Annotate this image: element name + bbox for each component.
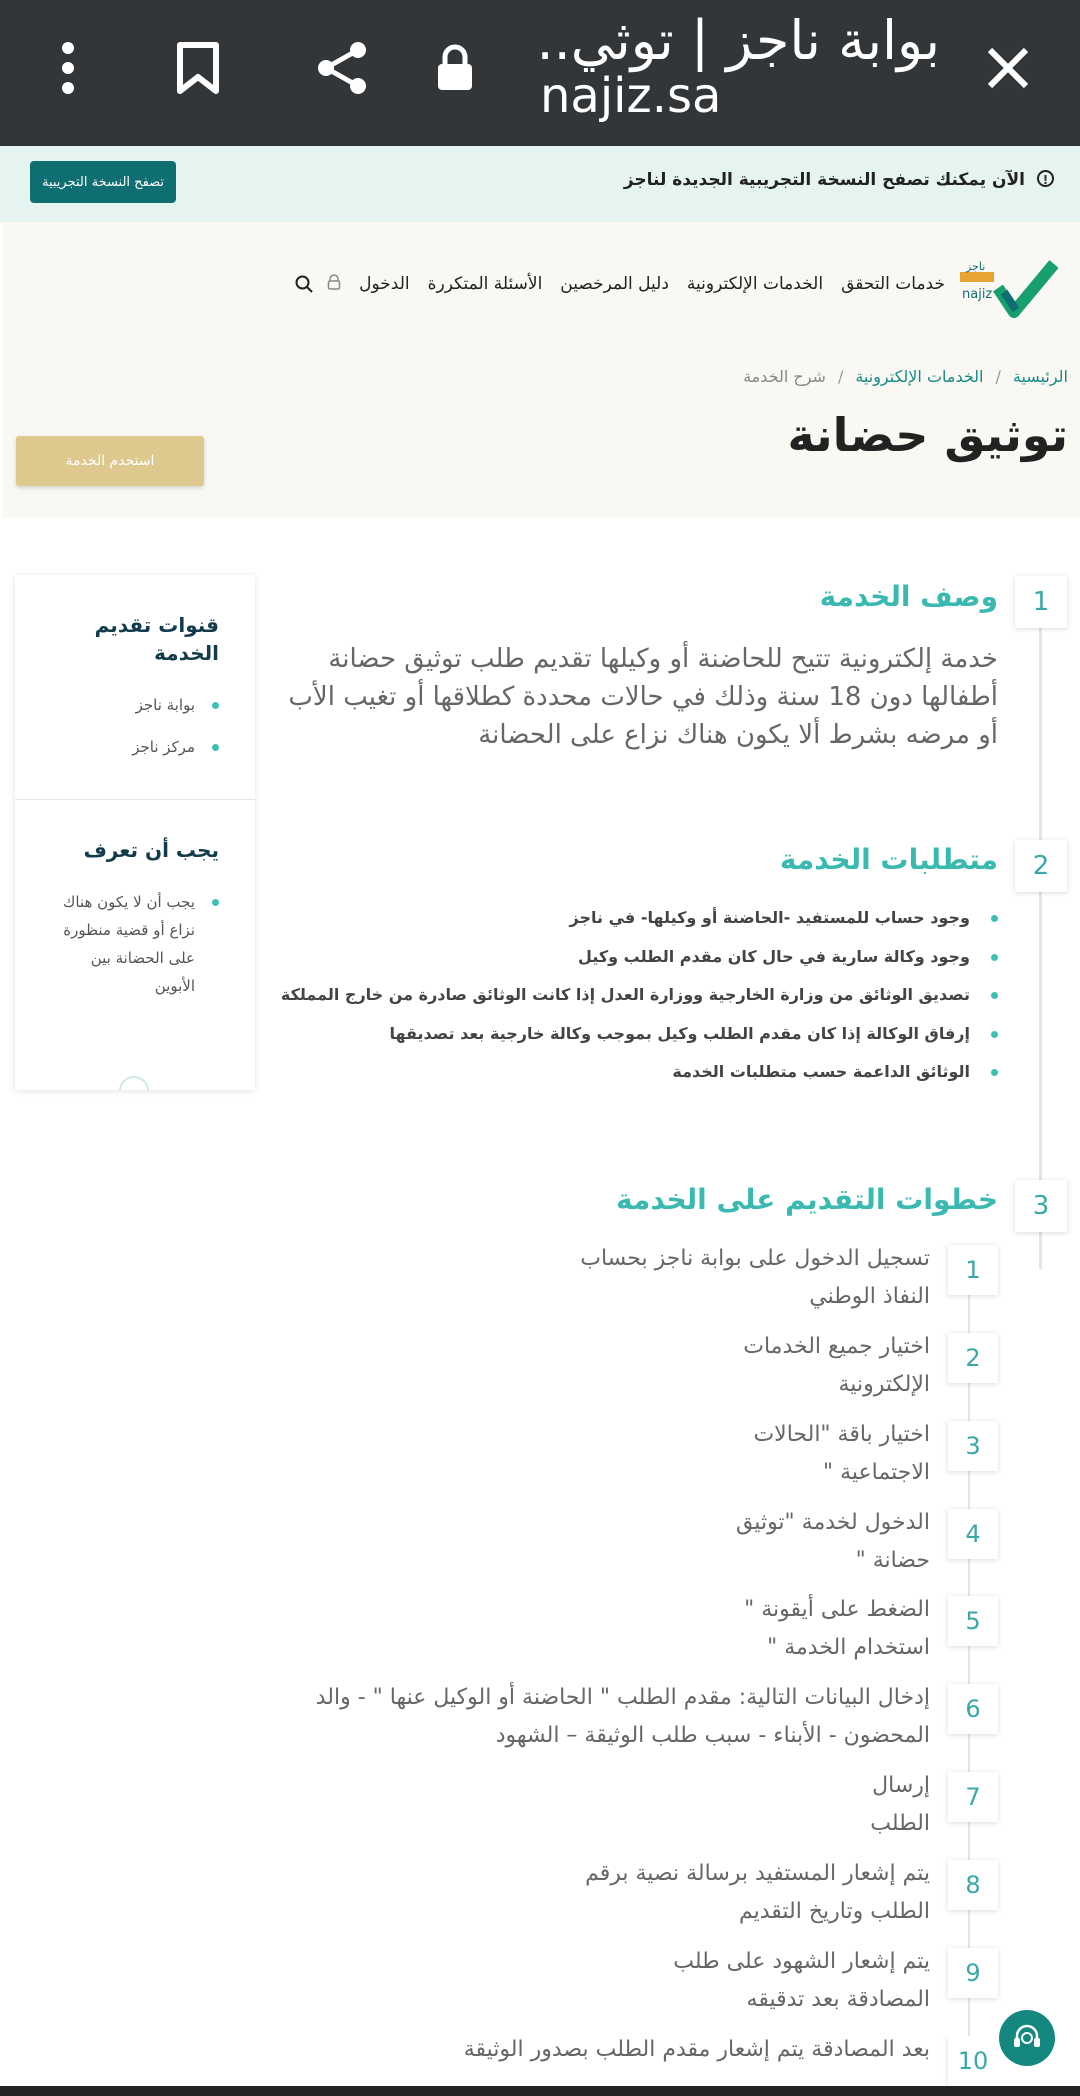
bottom-edge: [0, 2086, 1080, 2096]
service-channels-panel: [15, 575, 255, 799]
close-icon[interactable]: [968, 28, 1048, 108]
section-number: 1: [1015, 576, 1067, 628]
url-text[interactable]: najiz.sa: [540, 68, 722, 124]
requirement-item: تصديق الوثائق من وزارة الخارجية ووزارة العدل إذا كانت الوثائق صادرة من خارج المملكة: [298, 981, 998, 1020]
step-text-line: حضانة ": [855, 1548, 930, 1573]
step-text-line: اختيار باقة "الحالات: [753, 1422, 930, 1447]
should-know-item: يجب أن لا يكون هناك نزاع أو قضية منظورة على الحضانة بين الأبوين: [55, 888, 219, 1000]
step-item: [258, 1245, 998, 1333]
try-beta-button[interactable]: تصفح النسخة التجريبية: [30, 161, 176, 203]
step-text: [753, 1416, 930, 1492]
requirements-list: [280, 904, 998, 1097]
step-item: [258, 1684, 998, 1772]
step-item: [258, 2036, 998, 2086]
timeline-line: [1039, 601, 1042, 1269]
breadcrumb-home[interactable]: الرئيسية: [1012, 367, 1068, 386]
step-text-line: يتم إشعار المستفيد برسالة نصية برقم: [585, 1861, 930, 1886]
requirement-item: الوثائق الداعمة حسب متطلبات الخدمة: [298, 1058, 998, 1097]
step-item: [258, 1333, 998, 1421]
page-title: توثيق حضانة: [787, 408, 1068, 462]
step-number: 7: [948, 1772, 998, 1822]
step-text: [316, 1679, 930, 1755]
bookmark-icon[interactable]: [158, 28, 238, 108]
step-text-line: الدخول لخدمة "توثيق: [735, 1510, 930, 1535]
step-text: [464, 2036, 930, 2069]
step-text-line: المحضون - الأبناء - سبب طلب الوثيقة – الشهود: [495, 1723, 930, 1748]
breadcrumb-current: شرح الخدمة: [743, 367, 826, 386]
step-text-line: استخدام الخدمة ": [767, 1635, 930, 1660]
loading-spinner-icon: [119, 1076, 149, 1090]
channel-item: بوابة ناجز: [35, 691, 219, 719]
step-text: [744, 1591, 930, 1667]
svg-text:najiz: najiz: [962, 287, 993, 302]
service-description: خدمة إلكترونية تتيح للحاضنة أو وكيلها تقديم طلب توثيق حضانة أطفالها دون 18 سنة وذلك في حالات محددة كطلاقها أو تغيب الأب أو مرضه بشرط ألا يكون هناك نزاع على الحضانة: [288, 644, 998, 750]
should-know-panel: [15, 799, 255, 1090]
page-tab-title: بوابة ناجز | توثي..: [536, 9, 940, 72]
nav-login[interactable]: الدخول: [359, 274, 410, 294]
page-header: [2, 222, 1080, 518]
use-service-button[interactable]: استخدم الخدمة: [16, 436, 204, 486]
step-number: 5: [948, 1596, 998, 1646]
section-number: 3: [1015, 1180, 1067, 1232]
step-text-line: الطلب: [870, 1811, 930, 1836]
nav-verification-services[interactable]: خدمات التحقق: [841, 274, 945, 294]
section-title: وصف الخدمة: [819, 580, 998, 613]
step-number: 8: [948, 1860, 998, 1910]
step-text: [743, 1328, 930, 1404]
section-title: متطلبات الخدمة: [779, 843, 998, 876]
step-text-line: الإلكترونية: [838, 1372, 930, 1397]
more-options-icon[interactable]: [28, 28, 108, 108]
breadcrumb-electronic-services[interactable]: الخدمات الإلكترونية: [855, 367, 984, 386]
main-nav: [295, 274, 945, 294]
share-icon[interactable]: [302, 28, 382, 108]
najiz-logo[interactable]: [958, 258, 1058, 318]
step-text-line: إرسال: [872, 1773, 930, 1798]
nav-licensees-guide[interactable]: دليل المرخصين: [560, 274, 669, 294]
step-number: 1: [948, 1245, 998, 1295]
login-lock-icon: [327, 274, 341, 294]
step-number: 9: [948, 1948, 998, 1998]
should-know-title: يجب أن تعرف: [83, 838, 219, 862]
requirement-item: وجود وكالة سارية في حال كان مقدم الطلب وكيل: [298, 943, 998, 982]
breadcrumb-separator: /: [837, 367, 844, 386]
step-text-line: المصادقة بعد تدقيقه: [746, 1987, 930, 2012]
info-icon: !: [1037, 170, 1054, 187]
step-text-line: الطلب وتاريخ التقديم: [738, 1899, 930, 1924]
requirement-item: وجود حساب للمستفيد -الحاضنة أو وكيلها- في ناجز: [298, 904, 998, 943]
browser-toolbar: [0, 0, 1080, 146]
step-item: [258, 1421, 998, 1509]
beta-notice-bar: [0, 146, 1080, 222]
step-text: [673, 1943, 930, 2019]
step-number: 6: [948, 1684, 998, 1734]
step-item: [258, 1948, 998, 2036]
step-text: [580, 1240, 930, 1316]
svg-text:ناجز: ناجز: [966, 260, 986, 273]
sidebar: [15, 575, 255, 1090]
step-text-line: يتم إشعار الشهود على طلب: [673, 1949, 930, 1974]
step-item: [258, 1596, 998, 1684]
support-chat-button[interactable]: [999, 2010, 1055, 2066]
section-number: 2: [1015, 840, 1067, 892]
step-text-line: الضغط على أيقونة ": [744, 1597, 930, 1622]
step-text-line: الاجتماعية ": [823, 1460, 930, 1485]
beta-notice-text: الآن يمكنك تصفح النسخة التجريبية الجديدة لناجز: [623, 170, 1025, 190]
search-icon[interactable]: [295, 275, 313, 293]
step-item: [258, 1772, 998, 1860]
step-number: 2: [948, 1333, 998, 1383]
breadcrumb-separator: /: [995, 367, 1001, 386]
breadcrumb: [743, 367, 1068, 386]
step-text-line: بعد المصادقة يتم إشعار مقدم الطلب بصدور الوثيقة: [463, 2037, 930, 2062]
nav-faq[interactable]: الأسئلة المتكررة: [427, 274, 543, 294]
step-text: [870, 1767, 930, 1843]
step-text-line: إدخال البيانات التالية: مقدم الطلب " الحاضنة أو الوكيل عنها " - والد: [315, 1685, 930, 1710]
nav-electronic-services[interactable]: الخدمات الإلكترونية: [686, 274, 824, 294]
step-text-line: اختيار جميع الخدمات: [743, 1334, 930, 1359]
step-text: [585, 1855, 930, 1931]
step-text: [736, 1504, 930, 1580]
step-item: [258, 1509, 998, 1597]
step-text-line: تسجيل الدخول على بوابة ناجز بحساب: [580, 1246, 930, 1271]
step-item: [258, 1860, 998, 1948]
step-number: 10: [948, 2036, 998, 2086]
requirement-item: إرفاق الوكالة إذا كان مقدم الطلب وكيل بموجب وكالة خارجية بعد تصديقها: [298, 1020, 998, 1059]
step-text-line: النفاذ الوطني: [809, 1284, 930, 1309]
step-number: 4: [948, 1509, 998, 1559]
step-number: 3: [948, 1421, 998, 1471]
headset-icon: [1011, 2022, 1043, 2054]
channel-item: مركز ناجز: [35, 733, 219, 761]
service-channels-title: قنوات تقديم الخدمة: [94, 613, 219, 665]
section-title: خطوات التقديم على الخدمة: [616, 1183, 998, 1216]
